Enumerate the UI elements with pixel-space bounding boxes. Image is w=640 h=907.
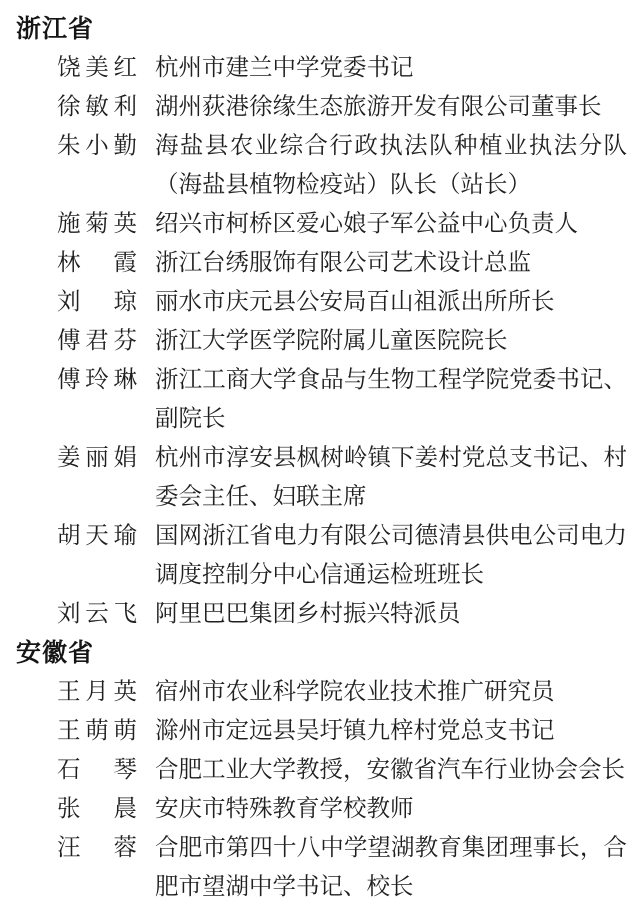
honoree-row <box>57 361 627 439</box>
honoree-name: 汪 蓉 <box>57 835 137 861</box>
honoree-title: 安庆市特殊教育学校教师 <box>155 796 414 822</box>
honoree-name: 刘云飞 <box>57 601 137 627</box>
honoree-title: 浙江大学医学院附属儿童医院院长 <box>155 328 508 354</box>
province-header: 浙江省 <box>16 16 95 43</box>
honoree-title: 湖州荻港徐缘生态旅游开发有限公司董事长 <box>155 94 602 120</box>
honoree-row <box>57 751 627 790</box>
honoree-name: 朱小勤 <box>57 133 137 159</box>
honoree-title: 杭州市淳安县枫树岭镇下姜村党总支书记、村委会主任、妇联主席 <box>155 445 627 510</box>
honoree-row <box>57 49 627 88</box>
honoree-title: 浙江台绣服饰有限公司艺术设计总监 <box>155 250 531 276</box>
honoree-title: 丽水市庆元县公安局百山祖派出所所长 <box>155 289 555 315</box>
honoree-title: 宿州市农业科学院农业技术推广研究员 <box>155 679 555 705</box>
honoree-row <box>57 829 627 907</box>
honoree-row <box>57 517 627 595</box>
honoree-name: 傅君芬 <box>57 328 137 354</box>
province-header: 安徽省 <box>16 640 95 667</box>
honoree-row <box>57 322 627 361</box>
honoree-title: 滁州市定远县吴圩镇九梓村党总支书记 <box>155 718 555 744</box>
honoree-name: 林 霞 <box>57 250 137 276</box>
honoree-row <box>57 790 627 829</box>
honoree-name: 张 晨 <box>57 796 137 822</box>
honoree-name: 刘 琼 <box>57 289 137 315</box>
honoree-list <box>16 10 627 907</box>
honoree-name: 胡天瑜 <box>57 523 137 549</box>
province-entries <box>16 673 627 907</box>
honoree-title: 合肥市第四十八中学望湖教育集团理事长，合肥市望湖中学书记、校长 <box>155 835 627 900</box>
honoree-row <box>57 244 627 283</box>
honoree-name: 施菊英 <box>57 211 137 237</box>
honoree-title: 合肥工业大学教授，安徽省汽车行业协会会长 <box>155 757 625 783</box>
honoree-name: 饶美红 <box>57 55 137 81</box>
honoree-name: 傅玲琳 <box>57 367 137 393</box>
honoree-name: 徐敏利 <box>57 94 137 120</box>
honoree-row <box>57 88 627 127</box>
province-section <box>16 10 627 634</box>
honoree-title: 阿里巴巴集团乡村振兴特派员 <box>155 601 461 627</box>
honoree-name: 石 琴 <box>57 757 137 783</box>
honoree-name: 姜丽娟 <box>57 445 137 471</box>
honoree-title: 杭州市建兰中学党委书记 <box>155 55 414 81</box>
honoree-title: 国网浙江省电力有限公司德清县供电公司电力调度控制分中心信通运检班班长 <box>155 523 627 588</box>
honoree-row <box>57 712 627 751</box>
province-section <box>16 634 627 907</box>
honoree-row <box>57 127 627 205</box>
honoree-title: 海盐县农业综合行政执法队种植业执法分队（海盐县植物检疫站）队长（站长） <box>155 133 627 198</box>
honoree-name: 王月英 <box>57 679 137 705</box>
honoree-title: 绍兴市柯桥区爱心娘子军公益中心负责人 <box>155 211 578 237</box>
honoree-name: 王萌萌 <box>57 718 137 744</box>
honoree-row <box>57 673 627 712</box>
honoree-row <box>57 283 627 322</box>
honoree-row <box>57 205 627 244</box>
honoree-row <box>57 595 627 634</box>
honoree-title: 浙江工商大学食品与生物工程学院党委书记、副院长 <box>155 367 627 432</box>
province-entries <box>16 49 627 634</box>
honoree-row <box>57 439 627 517</box>
